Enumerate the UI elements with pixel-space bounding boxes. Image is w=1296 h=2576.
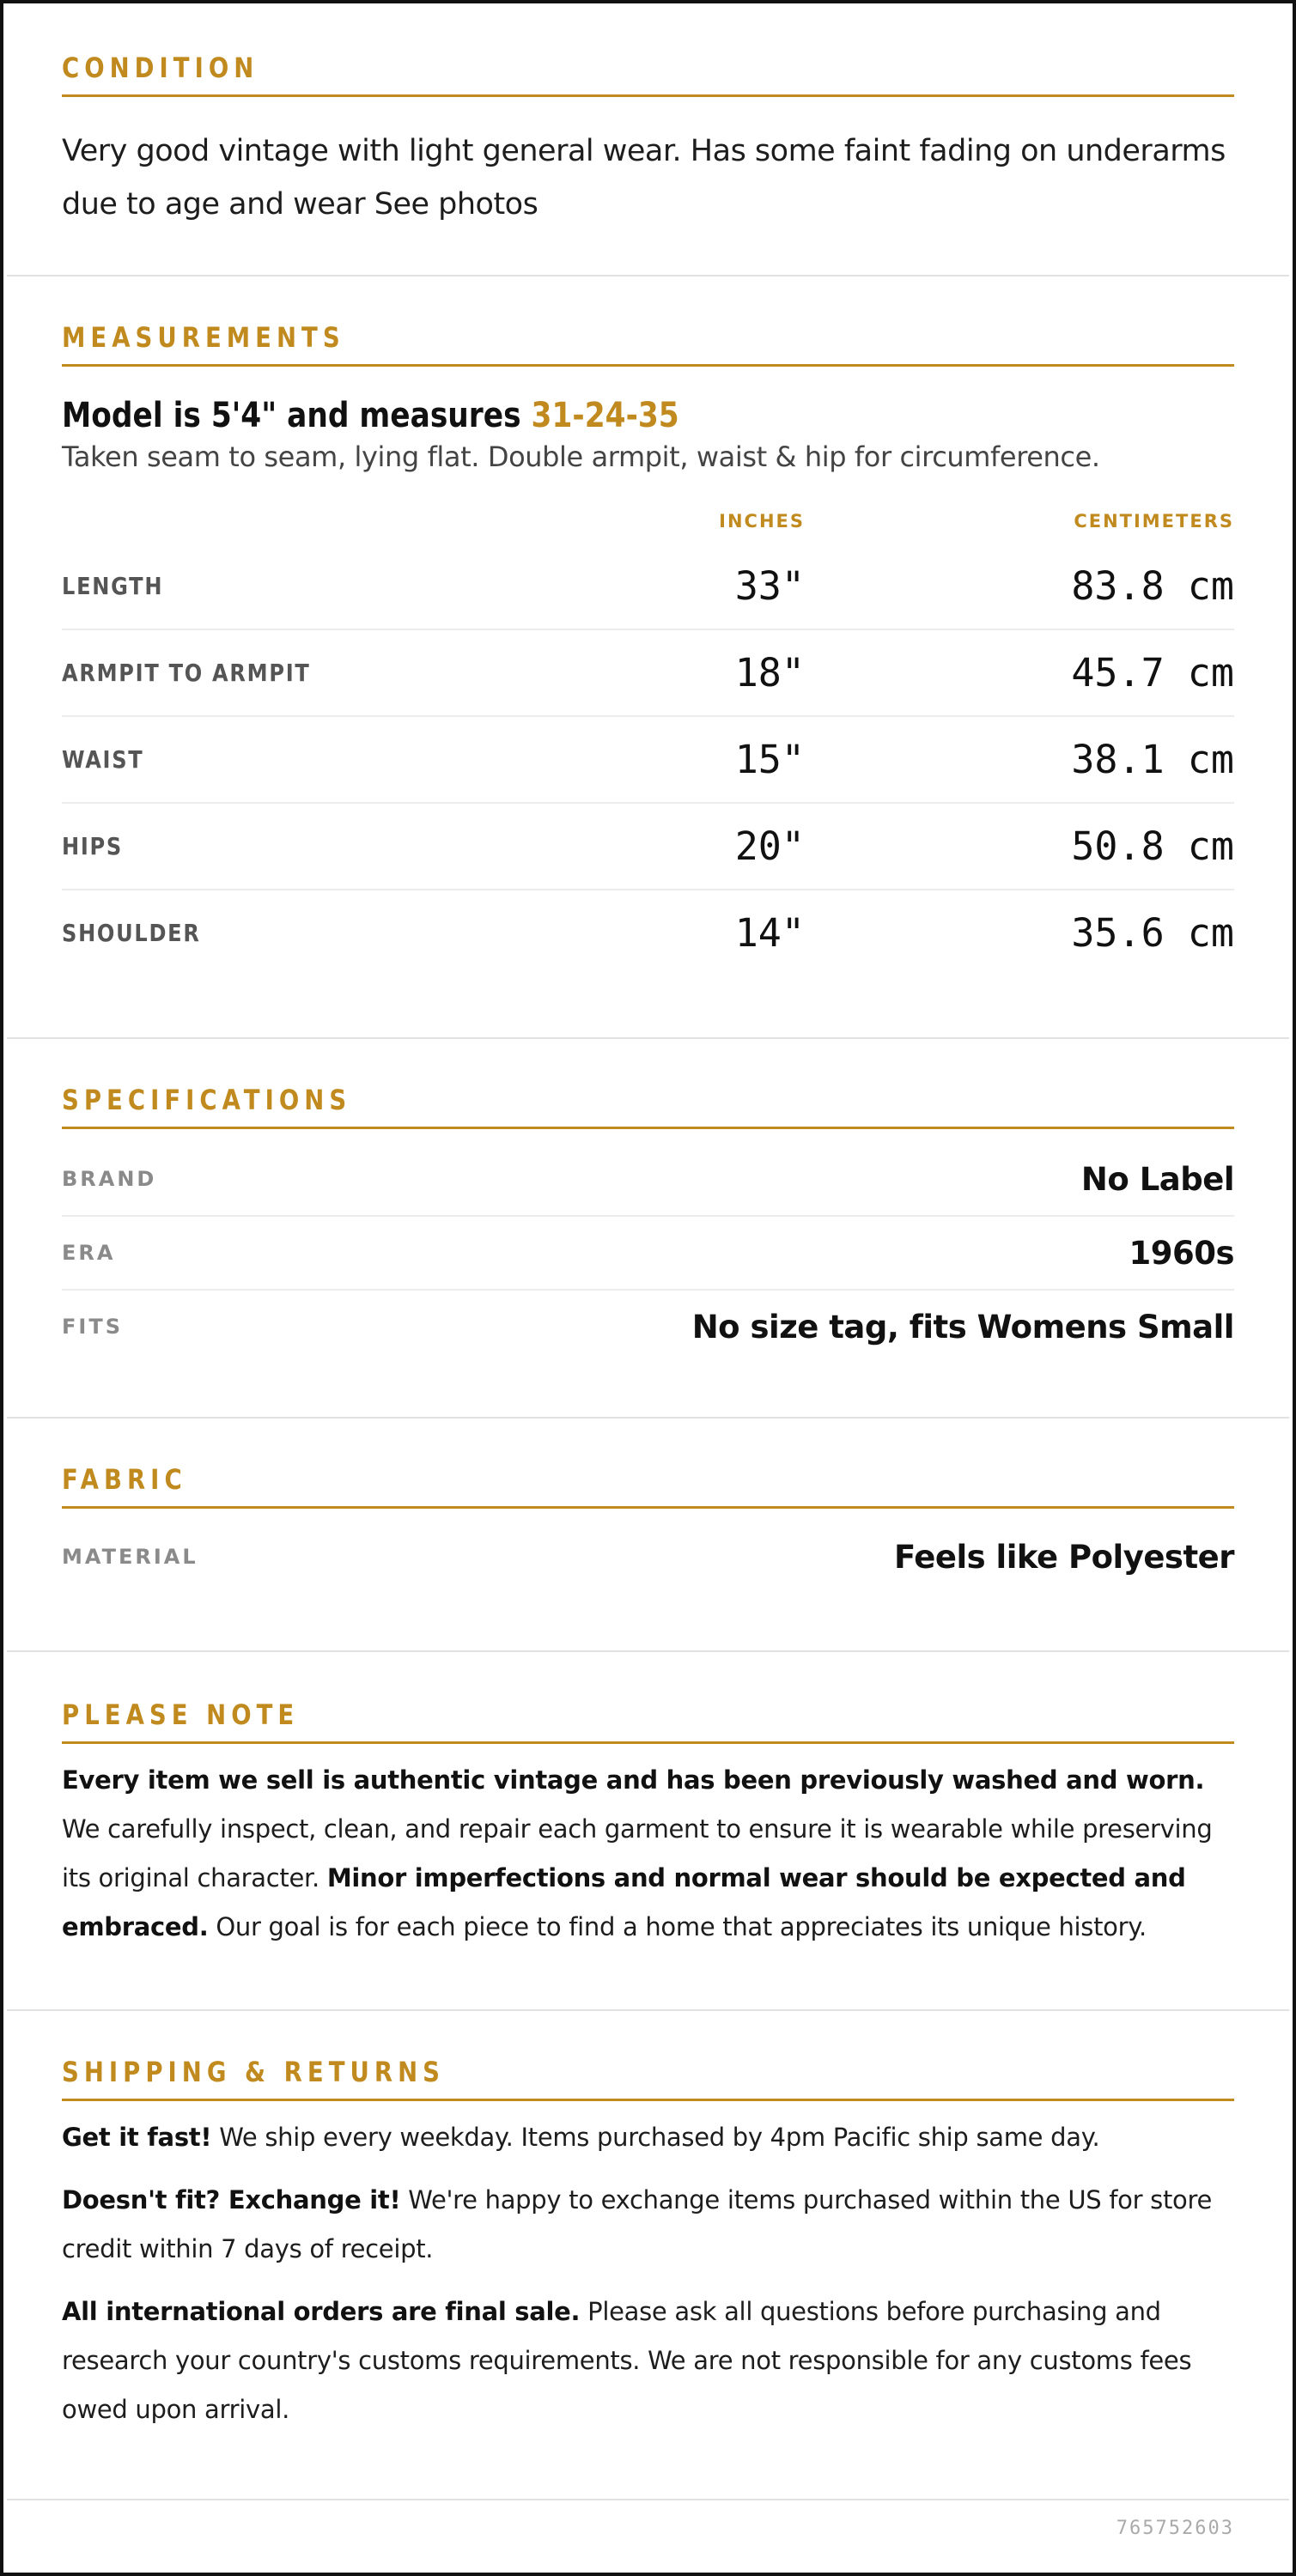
fabric-section [7,1463,1289,1652]
measurement-label: LENGTH [62,572,164,601]
condition-heading-wrap [62,52,1234,97]
model-measurements [62,396,1070,435]
spec-value: No Label [1080,1160,1234,1198]
measurement-label: SHOULDER [62,919,201,948]
specifications-heading-wrap [62,1084,1234,1129]
measurement-label: ARMPIT TO ARMPIT [62,659,311,688]
table-row [62,717,1234,804]
measurement-label: WAIST [62,745,144,775]
measurement-inches: 18" [734,650,805,696]
shipping-international-text: Please ask all questions before purchasing and research your country's customs requirements. We are not responsible for any customs fees owed upon arrival. [62,2297,1192,2425]
table-row [62,804,1234,890]
condition-heading: CONDITION [62,52,259,84]
list-item [62,1217,1234,1291]
spec-label: BRAND [62,1167,157,1192]
column-header-centimeters: CENTIMETERS [1074,511,1234,532]
condition-text: Very good vintage with light general wear. Has some faint fading on underarms due to age and wear See photos [62,134,1226,222]
shipping-paragraph-fast [62,2113,1234,2162]
please-note-heading: PLEASE NOTE [62,1698,300,1731]
spec-label: FITS [62,1315,123,1340]
shipping-paragraph-international [62,2287,1234,2434]
spec-label: ERA [62,1241,116,1266]
measurement-cm: 38.1 cm [1071,737,1234,783]
fabric-list [62,1521,1234,1593]
please-note-section [7,1698,1289,2011]
measurement-cm: 50.8 cm [1071,823,1234,870]
measurements-heading: MEASUREMENTS [62,321,345,354]
measurements-table [62,544,1234,975]
model-measurements-prefix: Model is 5'4" and measures [62,396,532,436]
measurements-heading-wrap [62,321,1234,367]
fabric-value: Feels like Polyester [894,1538,1234,1576]
shipping-exchange-bold: Doesn't fit? Exchange it! [62,2185,401,2215]
please-note-text [62,1756,1234,1952]
shipping-heading-wrap [62,2056,1234,2101]
list-item [62,1521,1234,1593]
measurement-cm: 35.6 cm [1071,910,1234,957]
measurement-inches: 14" [734,910,805,957]
shipping-exchange-text: We're happy to exchange items purchased within the US for store credit within 7 days of receipt. [62,2185,1213,2264]
condition-section [7,52,1289,276]
please-note-bold-1: Every item we sell is authentic vintage and has been previously washed and worn. [62,1765,1205,1795]
please-note-heading-wrap [62,1698,1234,1744]
list-item [62,1143,1234,1217]
spec-value: 1960s [1129,1234,1234,1272]
please-note-text-2: Our goal is for each piece to find a home that appreciates its unique history. [208,1912,1147,1942]
measurement-inches: 15" [734,737,805,783]
measurement-inches: 20" [734,823,805,870]
shipping-returns-section [7,2056,1289,2500]
model-measurements-value: 31-24-35 [531,396,679,436]
measurement-inches: 33" [734,563,805,610]
spec-value: No size tag, fits Womens Small [691,1308,1234,1346]
table-row [62,544,1234,630]
fabric-label: MATERIAL [62,1545,198,1570]
measurements-column-headers [62,511,1234,537]
shipping-international-bold: All international orders are final sale. [62,2297,581,2327]
shipping-fast-text: We ship every weekday. Items purchased by 4pm Pacific ship same day. [211,2123,1100,2153]
shipping-heading: SHIPPING & RETURNS [62,2056,445,2088]
please-note-text-1: We carefully inspect, clean, and repair each garment to ensure it is wearable while preserving its original character. [62,1814,1213,1893]
column-header-inches: INCHES [719,511,805,532]
specifications-section [7,1084,1289,1419]
list-item [62,1291,1234,1363]
please-note-bold-2: Minor imperfections and normal wear should be expected and embraced. [62,1863,1186,1942]
measurement-cm: 45.7 cm [1071,650,1234,696]
measurements-section [7,321,1289,1039]
shipping-fast-bold: Get it fast! [62,2123,212,2153]
shipping-paragraph-exchange [62,2176,1234,2274]
measurement-method-note: Taken seam to seam, lying flat. Double armpit, waist & hip for circumference. [62,440,1100,474]
measurement-cm: 83.8 cm [1071,563,1234,610]
measurement-label: HIPS [62,832,123,861]
table-row [62,630,1234,717]
item-id: 765752603 [1116,2518,1234,2539]
table-row [62,890,1234,975]
specifications-list [62,1143,1234,1363]
fabric-heading: FABRIC [62,1463,187,1496]
fabric-heading-wrap [62,1463,1234,1509]
specifications-heading: SPECIFICATIONS [62,1084,352,1116]
